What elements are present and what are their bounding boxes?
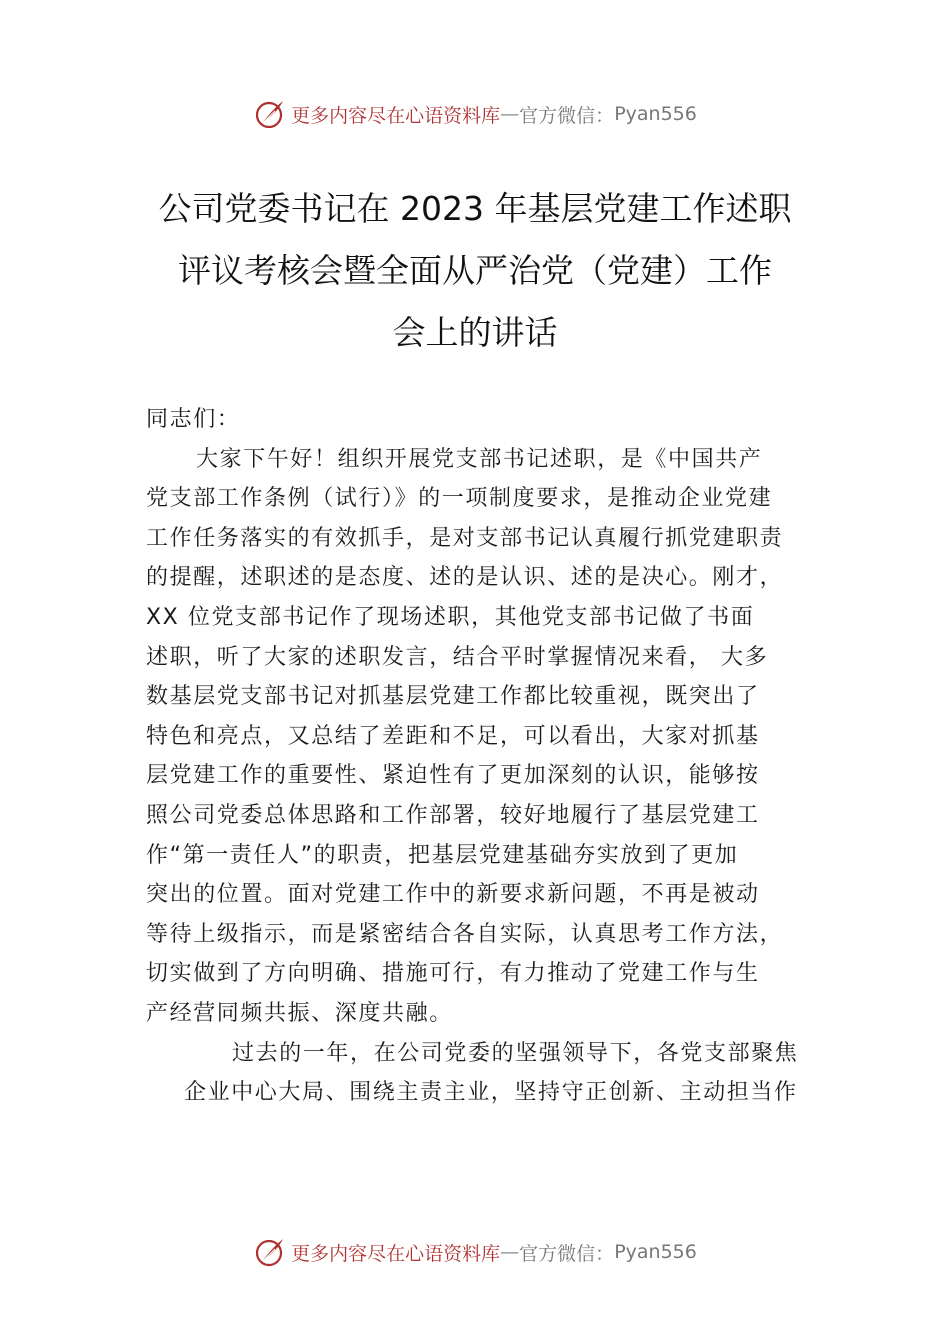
body-line: 切实做到了方向明确、措施可行，有力推动了党建工作与生 [146, 961, 760, 987]
body-line: 党支部工作条例（试行）》的一项制度要求，是推动企业党建 [146, 486, 773, 512]
body-line: 大家下午好！组织开展党支部书记述职，是《中国共产 [196, 446, 763, 472]
title-line: 公司党委书记在 2023 年基层党建工作述职 [158, 189, 792, 228]
watermark-text: 更多内容尽在心语资料库 [291, 104, 501, 127]
document-body [146, 400, 808, 1113]
watermark-text: 更多内容尽在心语资料库 [291, 1242, 501, 1265]
watermark-wechat-id: Pyan556 [614, 1241, 697, 1263]
watermark-wechat-label: 官方微信： [519, 104, 615, 127]
body-line: 的提醒，述职述的是态度、述的是认识、述的是决心。刚才， [146, 565, 784, 591]
body-line: 等待上级指示，而是紧密结合各自实际，认真思考工作方法， [146, 921, 784, 947]
body-line: 突出的位置。面对党建工作中的新要求新问题，不再是被动 [146, 882, 760, 908]
watermark-banner-bottom [0, 1232, 950, 1272]
feather-quill-logo-icon [253, 97, 287, 131]
title-line: 会上的讲话 [392, 313, 558, 352]
body-line: 数基层党支部书记对抓基层党建工作都比较重视，既突出了 [146, 684, 760, 710]
body-line: 过去的一年，在公司党委的坚强领导下，各党支部聚焦 [232, 1040, 799, 1066]
watermark-banner-top [0, 94, 950, 134]
watermark-wechat-label: 官方微信： [519, 1242, 615, 1265]
body-line: 述职，听了大家的述职发言，结合平时掌握情况来看， 大多 [146, 644, 769, 670]
body-line: 作“第一责任人”的职责，把基层党建基础夯实放到了更加 [146, 842, 739, 868]
title-line: 评议考核会暨全面从严治党（党建）工作 [178, 251, 772, 290]
body-line: 产经营同频共振、深度共融。 [146, 1000, 453, 1026]
salutation: 同志们： [146, 407, 241, 432]
body-line: 特色和亮点，又总结了差距和不足，可以看出，大家对抓基 [146, 723, 760, 749]
watermark-separator: — [500, 1241, 520, 1263]
feather-quill-logo-icon [253, 1235, 287, 1269]
body-line: 工作任务落实的有效抓手，是对支部书记认真履行抓党建职责 [146, 525, 784, 551]
watermark-separator: — [500, 103, 520, 125]
body-line: 照公司党委总体思路和工作部署，较好地履行了基层党建工 [146, 802, 760, 828]
body-line: 企业中心大局、围绕主责主业，坚持守正创新、主动担当作 [184, 1080, 798, 1106]
document-title [100, 178, 850, 364]
body-line: 层党建工作的重要性、紧迫性有了更加深刻的认识，能够按 [146, 763, 760, 789]
watermark-wechat-id: Pyan556 [614, 103, 697, 125]
body-line: XX 位党支部书记作了现场述职，其他党支部书记做了书面 [146, 604, 755, 630]
